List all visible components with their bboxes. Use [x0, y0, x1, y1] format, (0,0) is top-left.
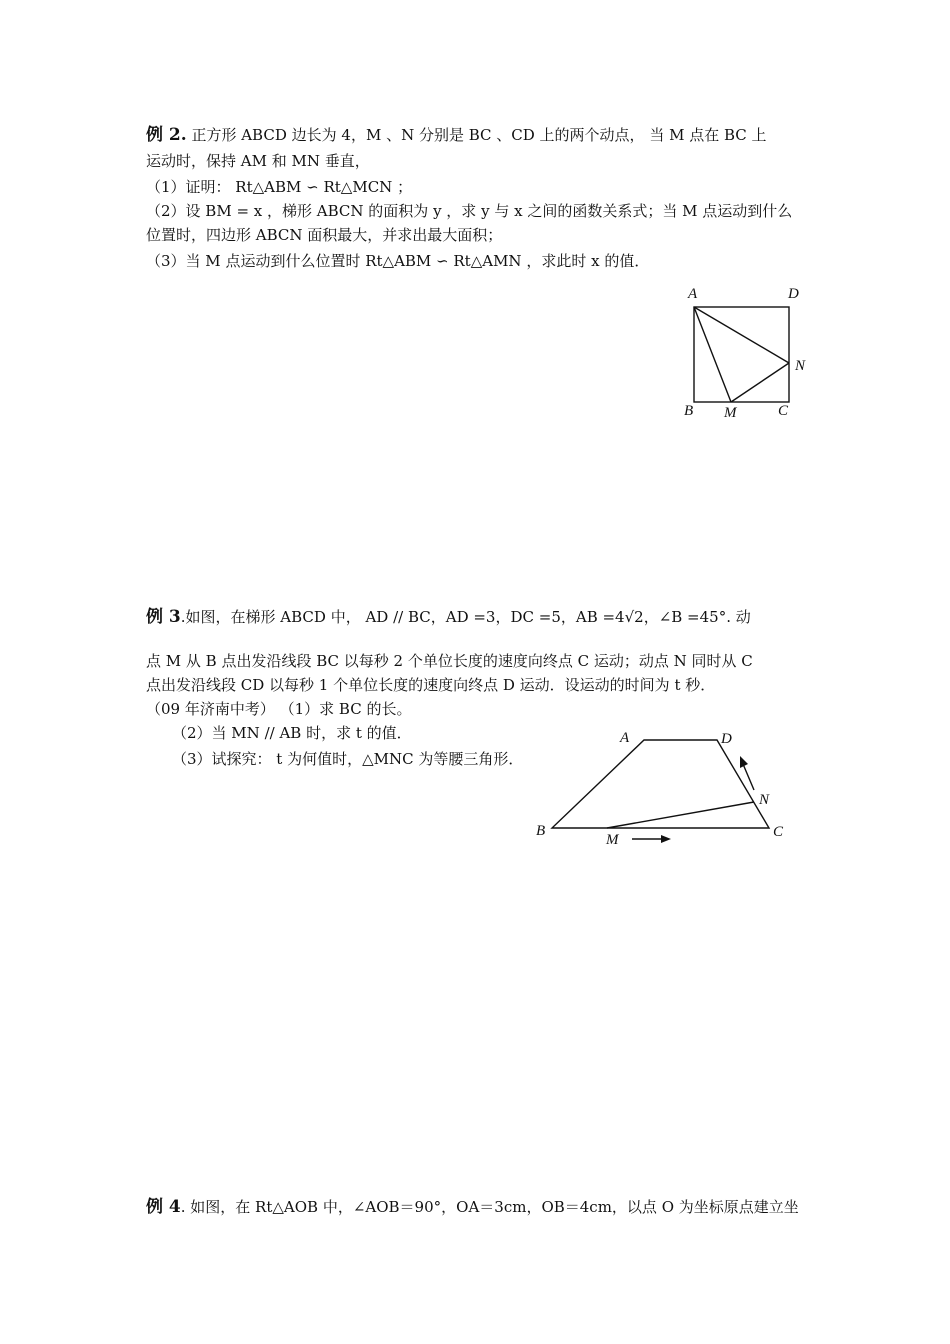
example3-line3: 点出发沿线段 CD 以每秒 1 个单位长度的速度向终点 D 运动．设运动的时间为 t 秒．	[146, 676, 716, 694]
label-d: D	[721, 731, 732, 747]
label-d: D	[788, 286, 799, 302]
example4-line1	[146, 1196, 799, 1218]
example2-question3: （3）当 M 点运动到什么位置时 Rt△ABM ∽ Rt△AMN ，求此时 x 的值．	[146, 252, 650, 270]
example2-head: 例 2.	[146, 125, 187, 145]
label-m: M	[724, 405, 737, 421]
example3-question2: （2）当 MN // AB 时，求 t 的值．	[172, 724, 412, 742]
example3-head: 例 3	[146, 607, 181, 627]
example2-line2: 运动时，保持 AM 和 MN 垂直，	[146, 152, 370, 170]
example2-question2b: 位置时，四边形 ABCN 面积最大，并求出最大面积；	[146, 226, 503, 244]
trapezoid-abcd	[552, 740, 769, 828]
example2-question2a: （2）设 BM = x ，梯形 ABCN 的面积为 y ，求 y 与 x 之间的函数关系式；当 M 点运动到什么	[146, 202, 793, 220]
label-n: N	[759, 792, 770, 808]
example4-head: 例 4	[146, 1197, 181, 1217]
label-c: C	[773, 824, 784, 840]
segment-am	[694, 307, 731, 402]
label-a: A	[620, 730, 630, 746]
example3-question1: （09 年济南中考） （1）求 BC 的长。	[146, 700, 412, 718]
label-b: B	[536, 823, 546, 839]
example3-trapezoid-figure	[530, 724, 800, 854]
example4-text-1: . 如图，在 Rt△AOB 中，∠AOB＝90°，OA＝3cm，OB＝4cm，以点 O 为坐标原点建立坐	[180, 1198, 799, 1216]
example2-text-1: 正方形 ABCD 边长为 4，M 、N 分别是 BC 、CD 上的两个动点， 当 M 点在 BC 上	[191, 126, 767, 144]
example2-line1	[146, 124, 767, 146]
example3-question3: （3）试探究： t 为何值时，△MNC 为等腰三角形．	[172, 750, 524, 768]
segment-an	[694, 307, 789, 363]
segment-mn	[731, 363, 789, 402]
label-m: M	[606, 832, 619, 848]
example2-question1: （1）证明： Rt△ABM ∽ Rt△MCN ；	[146, 178, 413, 196]
label-a: A	[688, 286, 698, 302]
label-n: N	[795, 358, 806, 374]
segment-mn	[607, 802, 754, 828]
arrow-m-head-icon	[661, 835, 671, 843]
example3-text-1: .如图，在梯形 ABCD 中， AD // BC，AD =3，DC =5，AB =4√2，∠B =45°. 动	[180, 608, 751, 626]
label-c: C	[778, 403, 789, 419]
example3-line1	[146, 606, 751, 628]
example2-square-figure	[670, 278, 820, 428]
label-b: B	[684, 403, 694, 419]
example3-line2: 点 M 从 B 点出发沿线段 BC 以每秒 2 个单位长度的速度向终点 C 运动；动点 N 同时从 C	[146, 652, 753, 670]
